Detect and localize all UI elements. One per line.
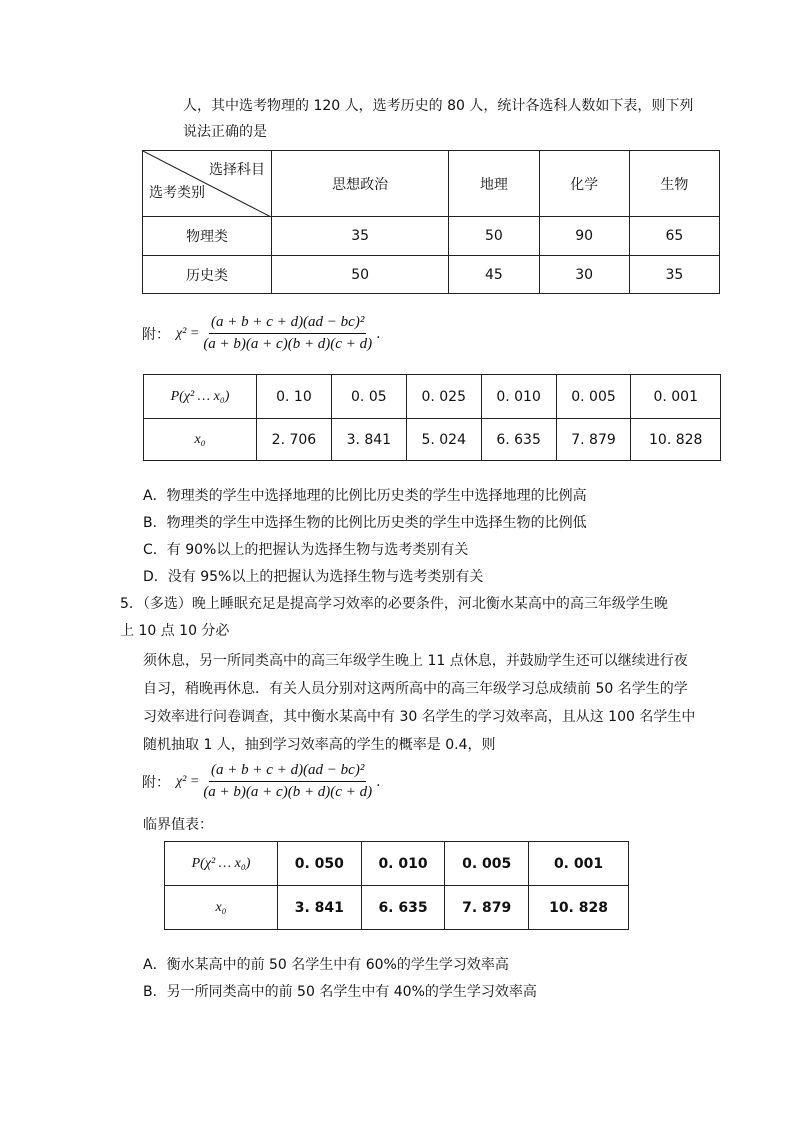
table-row xyxy=(144,419,721,461)
table2-p-cell: 0. 005 xyxy=(556,375,631,419)
table1-cell: 50 xyxy=(272,256,449,294)
table1-cell: 45 xyxy=(449,256,539,294)
formula-suffix: . xyxy=(376,773,381,790)
table1-col-header: 地理 xyxy=(449,151,539,217)
q5-line-3: 须休息，另一所同类高中的高三年级学生晚上 11 点休息，并鼓励学生还可以继续进行夜 xyxy=(143,653,688,669)
formula-denominator: (a + b)(a + c)(b + d)(c + d) xyxy=(203,336,373,352)
subject-selection-table xyxy=(142,150,720,294)
table3-p-cell: 0. 010 xyxy=(361,842,445,886)
table1-header-bottom: 选考类别 xyxy=(149,185,205,201)
table-row xyxy=(165,842,629,886)
option-c: C．有 90%以上的把握认为选择生物与选考类别有关 xyxy=(143,542,469,558)
table-row xyxy=(165,886,629,930)
formula-lhs: χ² = xyxy=(176,325,200,341)
q5-line-4: 自习，稍晚再休息．有关人员分别对这两所高中的高三年级学习总成绩前 50 名学生的学 xyxy=(143,681,688,697)
table2-p-cell: 0. 025 xyxy=(406,375,481,419)
formula-suffix: . xyxy=(376,325,381,342)
formula-numerator: (a + b + c + d)(ad − bc)² xyxy=(209,314,366,334)
q5-line-1: 5．（多选）晚上睡眠充足是提高学习效率的必要条件，河北衡水某高中的高三年级学生晚 xyxy=(120,596,668,612)
option-b: B．物理类的学生中选择生物的比例比历史类的学生中选择生物的比例低 xyxy=(143,515,587,531)
table1-cell: 35 xyxy=(629,256,719,294)
critical-value-table-1 xyxy=(143,374,721,461)
table3-p-cell: 0. 005 xyxy=(445,842,529,886)
table2-p-cell: 0. 010 xyxy=(481,375,556,419)
table1-col-header: 思想政治 xyxy=(272,151,449,217)
table1-cell: 50 xyxy=(449,217,539,256)
table1-cell: 90 xyxy=(539,217,629,256)
table2-row2-label: x₀ xyxy=(144,419,257,461)
table-row xyxy=(143,217,720,256)
table2-x-cell: 5. 024 xyxy=(406,419,481,461)
formula-lhs: χ² = xyxy=(176,773,200,789)
table1-diagonal-header xyxy=(143,151,272,217)
table-row xyxy=(144,375,721,419)
critical-value-label: 临界值表： xyxy=(143,817,213,833)
q5-line-5: 习效率进行问卷调查，其中衡水某高中有 30 名学生的学习效率高，且从这 100 名学生中 xyxy=(143,709,696,725)
table3-p-cell: 0. 050 xyxy=(278,842,362,886)
chi-square-formula-1 xyxy=(142,314,381,353)
table3-p-cell: 0. 001 xyxy=(529,842,629,886)
table2-p-cell: 0. 05 xyxy=(331,375,406,419)
chi-square-formula-2 xyxy=(142,762,381,801)
intro-line-2: 说法正确的是 xyxy=(183,124,267,140)
table2-x-cell: 3. 841 xyxy=(331,419,406,461)
option-d: D．没有 95%以上的把握认为选择生物与选考类别有关 xyxy=(143,569,484,585)
formula-numerator: (a + b + c + d)(ad − bc)² xyxy=(209,762,366,782)
table-row xyxy=(143,256,720,294)
table3-x-cell: 7. 879 xyxy=(445,886,529,930)
table1-row-label: 物理类 xyxy=(143,217,272,256)
q5-line-6: 随机抽取 1 人，抽到学习效率高的学生的概率是 0.4，则 xyxy=(143,737,496,753)
table2-x-cell: 2. 706 xyxy=(257,419,332,461)
table2-x-cell: 7. 879 xyxy=(556,419,631,461)
critical-value-table-2 xyxy=(164,841,629,930)
formula-prefix: 附： xyxy=(142,326,170,343)
table1-col-header: 化学 xyxy=(539,151,629,217)
formula-fraction xyxy=(203,314,372,353)
table3-x-cell: 3. 841 xyxy=(278,886,362,930)
table1-cell: 35 xyxy=(272,217,449,256)
formula-fraction xyxy=(203,762,372,801)
option-a: A．物理类的学生中选择地理的比例比历史类的学生中选择地理的比例高 xyxy=(143,488,587,504)
table1-cell: 65 xyxy=(629,217,719,256)
q5-line-2: 上 10 点 10 分必 xyxy=(120,623,230,639)
table1-cell: 30 xyxy=(539,256,629,294)
table1-header-top: 选择科目 xyxy=(209,162,265,178)
table2-x-cell: 10. 828 xyxy=(631,419,721,461)
q5-option-b: B．另一所同类高中的前 50 名学生中有 40%的学生学习效率高 xyxy=(143,984,537,1000)
table2-p-cell: 0. 001 xyxy=(631,375,721,419)
q5-option-a: A．衡水某高中的前 50 名学生中有 60%的学生学习效率高 xyxy=(143,957,509,973)
table1-col-header: 生物 xyxy=(629,151,719,217)
table2-row1-label: P(χ² … x₀) xyxy=(144,375,257,419)
intro-line-1: 人，其中选考物理的 120 人，选考历史的 80 人，统计各选科人数如下表，则下列 xyxy=(183,98,694,114)
table3-x-cell: 10. 828 xyxy=(529,886,629,930)
table3-x-cell: 6. 635 xyxy=(361,886,445,930)
table1-row-label: 历史类 xyxy=(143,256,272,294)
table3-row1-label: P(χ² … x₀) xyxy=(165,842,278,886)
formula-denominator: (a + b)(a + c)(b + d)(c + d) xyxy=(203,784,373,800)
table2-p-cell: 0. 10 xyxy=(257,375,332,419)
table3-row2-label: x₀ xyxy=(165,886,278,930)
table2-x-cell: 6. 635 xyxy=(481,419,556,461)
formula-prefix: 附： xyxy=(142,774,170,791)
